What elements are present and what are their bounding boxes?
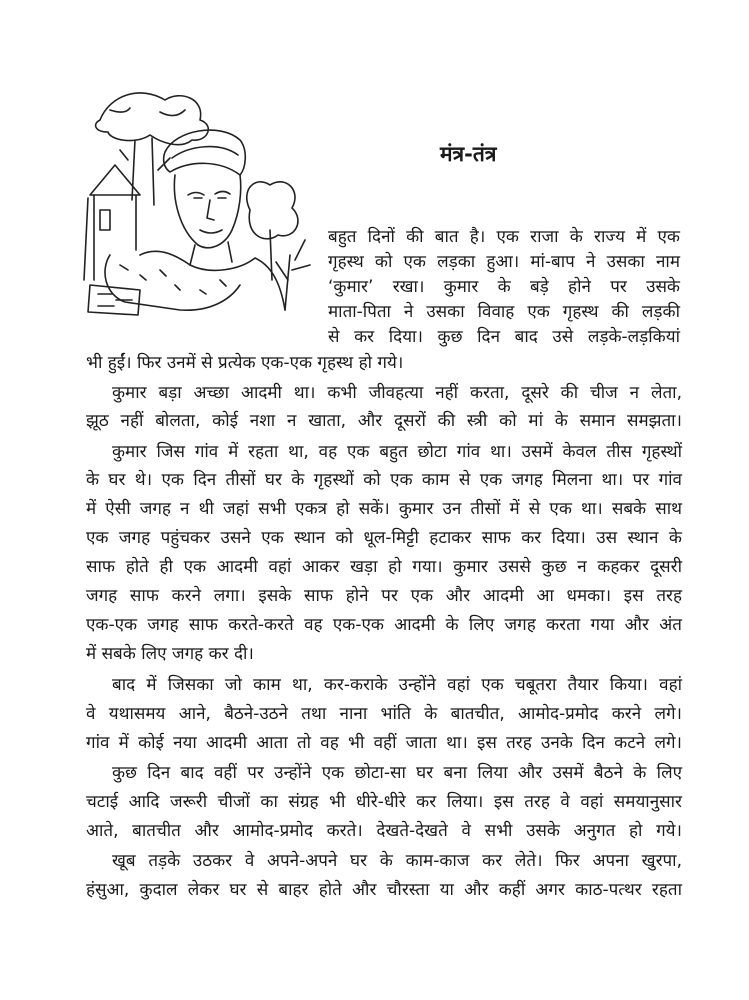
text-line: एक-एक जगह साफ करते-करते वह एक-एक आदमी के लिए जगह करता गया और अंत bbox=[86, 615, 682, 635]
text-line: साफ होते ही एक आदमी वहां आकर खड़ा हो गया। कुमार उससे कुछ न कहकर दूसरी bbox=[86, 557, 682, 577]
text-line: से कर दिया। कुछ दिन बाद उसे लड़के-लड़कियां bbox=[328, 327, 680, 347]
text-line: खूब तड़के उठकर वे अपने-अपने घर के काम-काज कर लेते। फिर अपना खुरपा, bbox=[112, 851, 682, 871]
text-line: आते, बातचीत और आमोद-प्रमोद करते। देखते-देखते वे सभी उसके अनुगत हो गये। bbox=[86, 821, 682, 841]
text-line: जगह साफ करने लगा। इसके साफ होने पर एक और आदमी आ धमका। इस तरह bbox=[86, 586, 682, 606]
text-line: बहुत दिनों की बात है। एक राजा के राज्य में एक bbox=[328, 227, 680, 247]
text-line: माता-पिता ने उसका विवाह एक गृहस्थ की लड़की bbox=[328, 302, 680, 322]
text-line: गांव में कोई नया आदमी आता तो वह भी वहीं जाता था। इस तरह उनके दिन कटने लगे। bbox=[86, 733, 682, 753]
text-line: एक जगह पहुंचकर उसने एक स्थान को धूल-मिट्टी हटाकर साफ कर दिया। उस स्थान के bbox=[86, 528, 682, 548]
text-line: गृहस्थ को एक लड़का हुआ। मां-बाप ने उसका नाम bbox=[328, 252, 680, 272]
text-line: कुमार जिस गांव में रहता था, वह एक बहुत छोटा गांव था। उसमें केवल तीस गृहस्थों bbox=[112, 442, 682, 462]
text-line: ‘कुमार’ रखा। कुमार के बड़े होने पर उसके bbox=[328, 277, 680, 297]
plants-sketch bbox=[247, 182, 310, 310]
house-sketch bbox=[84, 165, 140, 280]
text-line: हंसुआ, कुदाल लेकर घर से बाहर होते और चौरस्ता या और कहीं अगर काठ-पत्थर रहता bbox=[86, 880, 682, 900]
text-line: के घर थे। एक दिन तीसों घर के गृहस्थों को एक काम से एक जगह मिलना था। पर गांव bbox=[86, 470, 682, 490]
illustration bbox=[80, 80, 315, 320]
text-line: में ऐसी जगह न थी जहां सभी एकत्र हो सकें। कुमार उन तीसों में से एक था। सबके साथ bbox=[86, 499, 682, 519]
text-line: झूठ नहीं बोलता, कोई नशा न खाता, और दूसरों की स्त्री को मां के समान समझता। bbox=[86, 411, 682, 431]
text-line: चटाई आदि जरूरी चीजों का संग्रह भी धीरे-धीरे कर लिया। इस तरह वे वहां समयानुसार bbox=[86, 792, 682, 812]
text-line: में सबके लिए जगह कर दी। bbox=[86, 644, 254, 664]
man-figure bbox=[88, 130, 285, 315]
text-line: वे यथासमय आने, बैठने-उठने तथा नाना भांति के बातचीत, आमोद-प्रमोद करने लगे। bbox=[86, 704, 682, 724]
story-title: मंत्र-तंत्र bbox=[440, 142, 497, 166]
text-line: बाद में जिसका जो काम था, कर-कराके उन्होंने वहां एक चबूतरा तैयार किया। वहां bbox=[112, 675, 682, 695]
text-line: कुमार बड़ा अच्छा आदमी था। कभी जीवहत्या नहीं करता, दूसरे की चीज न लेता, bbox=[112, 383, 682, 403]
text-line: कुछ दिन बाद वहीं पर उन्होंने एक छोटा-सा घर बना लिया और उसमें बैठने के लिए bbox=[112, 763, 682, 783]
text-line: भी हुईं। फिर उनमें से प्रत्येक एक-एक गृहस्थ हो गये। bbox=[86, 353, 404, 373]
